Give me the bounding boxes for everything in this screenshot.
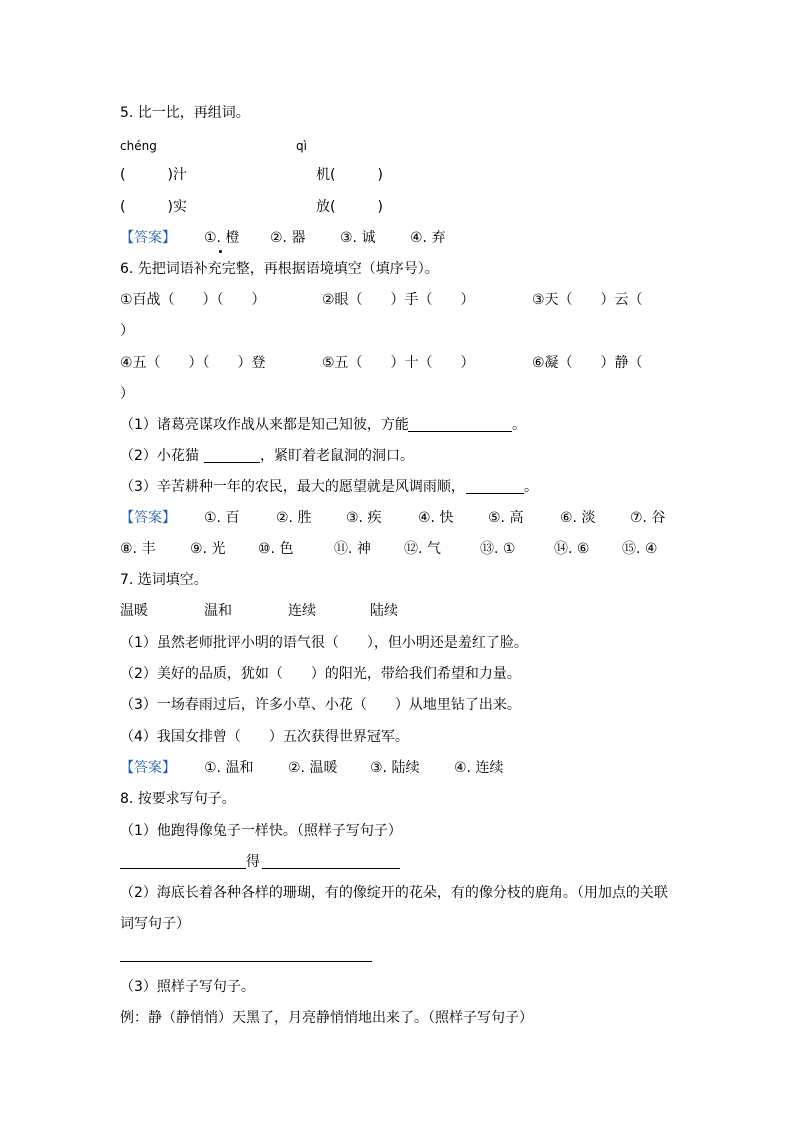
q5-answer-1: ①. 橙 bbox=[204, 230, 240, 246]
q5-answer-tag: 【答案】 bbox=[120, 230, 176, 246]
q6-answer-4: ④. 快 bbox=[418, 510, 454, 526]
q6-row2-item1: ④五（ ）（ ）登 bbox=[120, 355, 266, 371]
q6-row2-item2: ⑤五（ ）十（ ） bbox=[322, 355, 475, 371]
q5-row1-left: ( )汁 bbox=[120, 167, 187, 183]
q8-sentence1-blank-right[interactable] bbox=[262, 868, 400, 869]
q7-word-3: 连续 bbox=[288, 603, 316, 619]
q8-sentence2-line1: （2）海底长着各种各样的珊瑚，有的像绽开的花朵，有的像分枝的鹿角。（用加点的关联 bbox=[120, 885, 668, 901]
q7-answer-3: ③. 陆续 bbox=[370, 760, 420, 776]
q8-sentence1-de: 得 bbox=[246, 854, 260, 870]
q5-row2-left: ( )实 bbox=[120, 199, 187, 215]
q6-answer-3: ③. 疾 bbox=[346, 510, 382, 526]
q6-row2-wrap: ） bbox=[120, 386, 134, 402]
q7-word-1: 温暖 bbox=[120, 603, 148, 619]
q5-answer-4: ④. 弃 bbox=[410, 230, 446, 246]
q6-answer-2: ②. 胜 bbox=[276, 510, 312, 526]
q7-answer-2: ②. 温暖 bbox=[288, 760, 338, 776]
q6-sentence2-end: ，紧盯着老鼠洞的洞口。 bbox=[260, 448, 414, 464]
q6-sentence2: （2）小花猫 bbox=[120, 448, 199, 464]
q7-title: 7. 选词填空。 bbox=[120, 572, 208, 588]
q7-word-4: 陆续 bbox=[370, 603, 398, 619]
q6-sentence3-blank[interactable] bbox=[466, 493, 524, 494]
q5-title: 5. 比一比，再组词。 bbox=[120, 105, 250, 121]
q6-row1-wrap: ） bbox=[120, 323, 134, 339]
q5-answer-2: ②. 器 bbox=[270, 230, 306, 246]
q6-answer-1: ①. 百 bbox=[204, 510, 240, 526]
q8-example: 例：静（静悄悄）天黑了，月亮静悄悄地出来了。（照样子写句子） bbox=[120, 1010, 533, 1026]
q6-row1-item2: ②眼（ ）手（ ） bbox=[322, 292, 475, 308]
q8-sentence2-line2: 词写句子） bbox=[120, 916, 190, 932]
q6-title: 6. 先把词语补充完整，再根据语境填空（填序号）。 bbox=[120, 261, 439, 277]
q7-answer-1: ①. 温和 bbox=[204, 760, 254, 776]
q7-word-2: 温和 bbox=[204, 603, 232, 619]
q6-sentence1: （1）诸葛亮谋攻作战从来都是知己知彼，方能 bbox=[120, 417, 409, 433]
q8-title: 8. 按要求写句子。 bbox=[120, 791, 236, 807]
q5-pinyin-qi: qì bbox=[296, 139, 307, 153]
q5-pinyin-cheng: chéng bbox=[120, 139, 157, 153]
q6-row2-item3: ⑥凝（ ）静（ bbox=[532, 355, 643, 371]
q6-answer-7: ⑦. 谷 bbox=[630, 510, 666, 526]
q8-sentence1-blank-left[interactable] bbox=[120, 868, 246, 869]
q6-answer-8: ⑧. 丰 bbox=[120, 541, 156, 557]
q5-row1-right: 机( ) bbox=[316, 167, 383, 183]
q6-answer-5: ⑤. 高 bbox=[488, 510, 524, 526]
q7-answer-tag: 【答案】 bbox=[120, 760, 176, 776]
q6-answer-tag: 【答案】 bbox=[120, 510, 176, 526]
q6-answer-14: ⑭. ⑥ bbox=[554, 541, 590, 557]
q6-answer-12: ⑫. 气 bbox=[404, 541, 441, 557]
q6-answer-11: ⑪. 神 bbox=[334, 541, 371, 557]
q6-answer-15: ⑮. ④ bbox=[622, 541, 658, 557]
q6-row1-item1: ①百战（ ）（ ） bbox=[120, 292, 266, 308]
q6-answer-9: ⑨. 光 bbox=[190, 541, 226, 557]
q8-sentence3: （3）照样子写句子。 bbox=[120, 979, 255, 995]
q6-sentence3-end: 。 bbox=[524, 479, 538, 495]
q7-sentence1: （1）虽然老师批评小明的语气很（ ），但小明还是羞红了脸。 bbox=[120, 635, 528, 651]
q6-sentence1-end: 。 bbox=[512, 417, 526, 433]
q8-sentence1: （1）他跑得像兔子一样快。（照样子写句子） bbox=[120, 823, 402, 839]
q5-row2-right: 放( ) bbox=[316, 199, 383, 215]
q7-answer-4: ④. 连续 bbox=[454, 760, 504, 776]
q7-sentence3: （3）一场春雨过后，许多小草、小花（ ）从地里钻了出来。 bbox=[120, 697, 521, 713]
q7-sentence2: （2）美好的品质，犹如（ ）的阳光，带给我们希望和力量。 bbox=[120, 666, 521, 682]
q5-answer-3: ③. 诚 bbox=[340, 230, 376, 246]
emphasis-dot bbox=[219, 250, 222, 253]
q6-sentence3: （3）辛苦耕种一年的农民，最大的愿望就是风调雨顺， bbox=[120, 479, 465, 495]
q6-row1-item3: ③天（ ）云（ bbox=[532, 292, 643, 308]
q6-sentence1-blank[interactable] bbox=[408, 431, 512, 432]
q6-answer-10: ⑩. 色 bbox=[258, 541, 294, 557]
q6-sentence2-blank[interactable] bbox=[204, 462, 260, 463]
q8-sentence2-blank[interactable] bbox=[120, 961, 372, 962]
q7-sentence4: （4）我国女排曾（ ）五次获得世界冠军。 bbox=[120, 729, 409, 745]
q6-answer-13: ⑬. ① bbox=[480, 541, 516, 557]
q6-answer-6: ⑥. 淡 bbox=[560, 510, 596, 526]
